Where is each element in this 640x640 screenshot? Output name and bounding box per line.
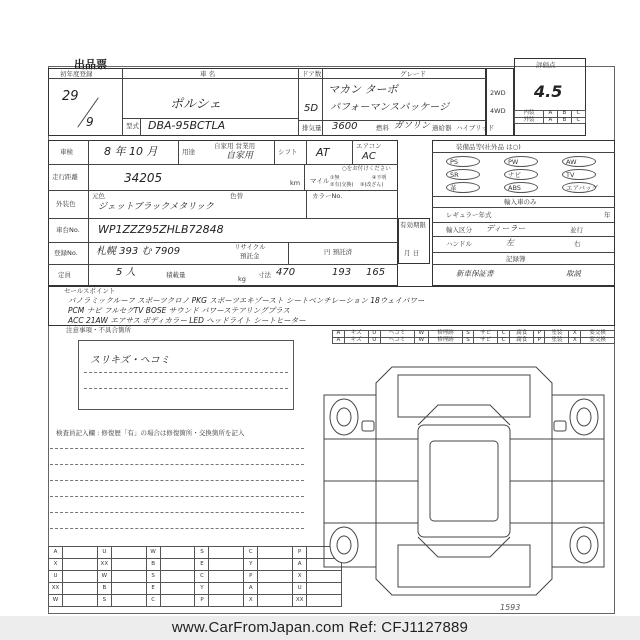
bottom-code-cell: W	[49, 595, 63, 607]
bottom-value-cell	[209, 547, 244, 559]
turbo-label: 過給器	[432, 124, 452, 132]
bottom-value-cell	[209, 595, 244, 607]
bottom-code-cell: Y	[244, 559, 258, 571]
registration-label: 登録No.	[54, 249, 78, 257]
equipment-check-circle	[504, 182, 538, 193]
grade-label: グレード	[400, 70, 426, 78]
bottom-code-cell: XX	[293, 595, 307, 607]
bottom-code-cell: XX	[49, 583, 63, 595]
usage-value: 自家用	[226, 151, 254, 161]
legend-code: A	[333, 331, 345, 338]
meter-option-1: ①無	[330, 175, 340, 181]
shift-label: シフト	[278, 148, 298, 156]
first-registration-label: 初年度登録	[60, 70, 93, 78]
bottom-code-cell: W	[97, 571, 111, 583]
grade-line2: パフォーマンスパッケージ	[330, 102, 449, 113]
drive-column	[486, 68, 514, 136]
legend-meaning: サビ	[474, 337, 498, 344]
legend-code: S	[462, 331, 473, 338]
legend-code: S	[462, 337, 473, 344]
dims-height: 165	[366, 267, 386, 278]
exterior-grade-c: C	[571, 117, 585, 124]
fuel-label: 燃料	[376, 124, 389, 132]
equipment-item: PS	[450, 158, 459, 166]
bottom-code-cell: XX	[97, 559, 111, 571]
bottom-code-cell: X	[244, 595, 258, 607]
bottom-value-cell	[258, 583, 293, 595]
bottom-code-cell: A	[293, 559, 307, 571]
equipment-item: SR	[450, 171, 459, 179]
interior-label: 内装	[515, 111, 544, 118]
sheet-title: 出品票	[74, 58, 107, 71]
dims-label: 寸法	[258, 271, 271, 279]
bottom-value-cell	[160, 571, 195, 583]
bottom-value-cell	[209, 583, 244, 595]
equipment-check-circle	[504, 156, 538, 167]
inspection-value: 8 年 10 月	[104, 145, 158, 158]
color-value: ジェットブラックメタリック	[98, 202, 214, 212]
registration-month: 9	[86, 115, 94, 129]
bottom-code-cell: W	[146, 547, 160, 559]
bottom-value-cell	[63, 547, 98, 559]
mileage-value: 34205	[124, 171, 163, 185]
chassis-label: 車台No.	[56, 226, 80, 234]
dealer-option: 並行	[570, 226, 583, 234]
legend-meaning: 腐食	[510, 337, 534, 344]
interior-grade-a: A	[543, 111, 557, 118]
bottom-code-cell: C	[146, 595, 160, 607]
bottom-code-cell: X	[293, 571, 307, 583]
bottom-code-cell: U	[49, 571, 63, 583]
bottom-value-cell	[258, 595, 293, 607]
capacity-value: 5 人	[116, 267, 136, 278]
legend-meaning: 修理跡	[429, 337, 463, 344]
equipment-item: 革	[450, 184, 457, 192]
selling-points-line3: ACC 21AW エアサス ボディカラー LED ヘッドライト シートヒーター	[68, 316, 306, 325]
evaluation-label: 評価点	[536, 61, 556, 69]
bottom-code-grid	[48, 546, 342, 607]
equipment-item: TV	[566, 171, 575, 179]
handle-value: 左	[506, 238, 514, 247]
bottom-code-cell: S	[195, 547, 209, 559]
chassis-value: WP1ZZZ95ZHLB72848	[98, 223, 224, 236]
legend-meaning: ヘコミ	[380, 331, 414, 338]
fuel-value: ガソリン	[394, 121, 431, 131]
registration-year: 29	[62, 89, 79, 104]
meter-option-2: ②有(交換)	[330, 182, 354, 188]
legend-meaning: キズ	[344, 337, 368, 344]
mileage-label: 走行距離	[52, 173, 78, 181]
bottom-value-cell	[111, 559, 146, 571]
notes-content: スリキズ・ヘコミ	[90, 355, 170, 366]
bottom-code-cell: U	[293, 583, 307, 595]
bottom-value-cell	[111, 583, 146, 595]
equipment-check-circle	[504, 169, 538, 180]
equipment-item: ABS	[508, 184, 521, 192]
vehicle-name-label: 車 名	[200, 70, 216, 78]
bottom-value-cell	[209, 571, 244, 583]
bottom-code-cell: S	[97, 595, 111, 607]
equipment-item: エアバッグ	[566, 184, 598, 192]
legend-meaning: 塗装	[545, 337, 569, 344]
equipment-check-circle	[446, 169, 480, 180]
equipment-check-circle	[562, 156, 596, 167]
equipment-item: ナビ	[508, 171, 521, 179]
legend-code: C	[498, 331, 510, 338]
legend-code: C	[498, 337, 510, 344]
shift-value: AT	[316, 146, 330, 159]
bottom-code-cell: P	[293, 547, 307, 559]
bottom-value-cell	[111, 595, 146, 607]
recycle-sub: 預託金	[240, 252, 260, 260]
load-label: 積載量	[166, 271, 186, 279]
bottom-value-cell	[111, 571, 146, 583]
bottom-code-cell: E	[195, 559, 209, 571]
legend-code: P	[534, 331, 545, 338]
legend-code: U	[368, 331, 380, 338]
bottom-value-cell	[160, 559, 195, 571]
selling-points-line1: パノラミックルーフ スポーツクロノ PKG スポーツエキゾースト シートベンチレーション 18ウェイパワー	[68, 296, 425, 305]
load-unit: kg	[238, 275, 246, 283]
inspector-label: 検査員記入欄 : 修復歴「有」の場合は修復箇所・交換箇所を記入	[56, 429, 245, 437]
selling-points-label: セールスポイント	[64, 287, 116, 295]
color-prefix: 元色	[92, 192, 105, 200]
bottom-value-cell	[63, 571, 98, 583]
recycle-label: リサイクル	[234, 243, 266, 251]
meter-label: マイル	[310, 177, 330, 185]
equipment-check-circle	[446, 156, 480, 167]
bottom-code-cell: X	[49, 559, 63, 571]
legend-code: X	[569, 337, 581, 344]
grade-line1: マカン ターボ	[328, 83, 398, 96]
inspector-number: 1593	[500, 603, 521, 612]
dealer-label: 輸入区分	[446, 226, 472, 234]
equipment-item: PW	[508, 158, 519, 166]
bottom-code-cell: P	[244, 571, 258, 583]
expiry-value: 月 日	[404, 249, 420, 257]
damage-legend	[332, 330, 615, 344]
ac-label: エアコン	[356, 142, 382, 150]
drive-2wd: 2WD	[490, 89, 506, 97]
bottom-code-cell: E	[146, 583, 160, 595]
doors-label: ドア数	[302, 70, 322, 78]
legend-code: W	[414, 331, 429, 338]
handle-label: ハンドル	[446, 240, 472, 248]
interior-grade-c: C	[571, 111, 585, 118]
bottom-value-cell	[258, 547, 293, 559]
recycle-status: 円 預託済	[324, 248, 353, 256]
bottom-code-cell: U	[97, 547, 111, 559]
selling-points-line2: PCM ナビ フルセグTV BOSE サウンド パワーステアリングプラス	[68, 306, 290, 315]
color-label: 外装色	[56, 200, 76, 208]
interior-grade-b: B	[557, 111, 571, 118]
legend-meaning: 腐食	[510, 331, 534, 338]
equipment-item: AW	[566, 158, 577, 166]
car-body-diagram	[318, 355, 610, 607]
equipment-check-circle	[446, 182, 480, 193]
legend-meaning: 要交換	[581, 331, 615, 338]
footer-watermark: www.CarFromJapan.com Ref: CFJ1127889	[0, 616, 640, 640]
bottom-code-cell: B	[97, 583, 111, 595]
usage-label: 用途	[182, 148, 195, 156]
bottom-value-cell	[209, 559, 244, 571]
docs-value: 新車保証書	[456, 269, 494, 278]
bottom-value-cell	[63, 559, 98, 571]
bottom-value-cell	[258, 559, 293, 571]
dims-width: 193	[332, 267, 352, 278]
bottom-value-cell	[160, 583, 195, 595]
bottom-code-cell: Y	[195, 583, 209, 595]
exterior-label: 外装	[515, 117, 544, 124]
model-year-unit: 年	[604, 211, 611, 219]
legend-code: X	[569, 331, 581, 338]
equipment-check-circle	[562, 169, 596, 180]
registration-value: 札幌 393 む 7909	[96, 246, 181, 257]
bottom-code-cell: A	[244, 583, 258, 595]
legend-code: A	[333, 337, 345, 344]
docs-option: 取説	[566, 269, 581, 278]
equipment-check-circle	[562, 182, 596, 193]
evaluation-score: 4.5	[534, 82, 563, 101]
legend-meaning: ヘコミ	[380, 337, 414, 344]
model-code: DBA-95BCTLA	[148, 119, 226, 132]
ac-value: AC	[362, 151, 376, 162]
legend-meaning: 要交換	[581, 337, 615, 344]
legend-meaning: サビ	[474, 331, 498, 338]
bottom-code-cell: C	[195, 571, 209, 583]
drive-4wd: 4WD	[490, 107, 506, 115]
meter-option-3: ③(改ざん)	[360, 182, 384, 188]
notes-label: 注意事項・不具合箇所	[66, 326, 131, 334]
equipment-header: 装備品等(社外品 は○)	[456, 143, 521, 151]
displacement-label: 排気量	[302, 124, 322, 132]
color-paint-label: 色替	[230, 192, 243, 200]
legend-meaning: 塗装	[545, 331, 569, 338]
import-label: 輸入車のみ	[504, 198, 537, 206]
exterior-grade-a: A	[543, 117, 557, 124]
handle-option: 右	[574, 240, 581, 248]
model-label: 型式	[126, 122, 139, 130]
legend-code: P	[534, 337, 545, 344]
model-year-label: レギュラー年式	[446, 211, 492, 219]
vehicle-name: ポルシェ	[170, 97, 222, 112]
interior-exterior-grades	[514, 110, 586, 124]
doors-value: 5D	[304, 103, 319, 114]
exterior-grade-b: B	[557, 117, 571, 124]
meter-hint: ○をお付けください	[342, 166, 391, 172]
displacement-value: 3600	[332, 121, 358, 132]
bottom-value-cell	[160, 595, 195, 607]
bottom-code-cell: S	[146, 571, 160, 583]
bottom-value-cell	[111, 547, 146, 559]
dealer-value: ディーラー	[486, 224, 526, 233]
capacity-label: 定員	[58, 271, 71, 279]
bottom-code-cell: A	[49, 547, 63, 559]
bottom-code-cell: C	[244, 547, 258, 559]
legend-meaning: 修理跡	[429, 331, 463, 338]
bottom-value-cell	[63, 583, 98, 595]
hybrid-label: ハイブリッド	[456, 124, 495, 132]
mileage-unit: km	[290, 179, 301, 187]
expiry-label: 有効期限	[400, 221, 426, 229]
legend-code: U	[368, 337, 380, 344]
usage-options: 自家用 営業用	[214, 142, 256, 150]
bottom-code-cell: P	[195, 595, 209, 607]
notes-box	[78, 340, 294, 410]
legend-code: W	[414, 337, 429, 344]
dims-length: 470	[276, 267, 296, 278]
bottom-value-cell	[63, 595, 98, 607]
legend-meaning: キズ	[344, 331, 368, 338]
bottom-value-cell	[160, 547, 195, 559]
docs-label: 記録簿	[506, 255, 526, 263]
inspection-label: 車検	[60, 148, 73, 156]
meter-option-4: ④不明	[372, 175, 387, 181]
bottom-value-cell	[258, 571, 293, 583]
bottom-code-cell: B	[146, 559, 160, 571]
color-code-label: カラーNo.	[312, 192, 343, 200]
